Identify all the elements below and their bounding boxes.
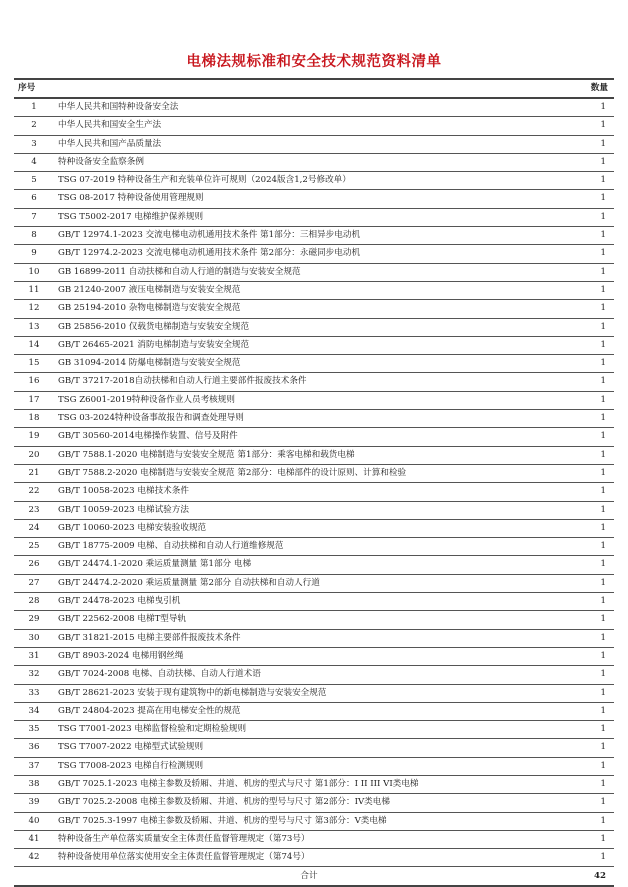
row-number: 4 [14, 153, 54, 171]
row-number: 35 [14, 721, 54, 739]
table-row [14, 519, 614, 537]
row-quantity: 1 [564, 775, 614, 793]
row-title: 特种设备安全监察条例 [54, 153, 564, 171]
row-quantity: 1 [564, 501, 614, 519]
column-header-no: 序号 [14, 79, 54, 98]
table-row [14, 849, 614, 867]
table-row [14, 318, 614, 336]
total-label: 合计 [54, 867, 564, 887]
row-quantity: 1 [564, 464, 614, 482]
row-quantity: 1 [564, 428, 614, 446]
row-title: TSG Z6001-2019特种设备作业人员考核规则 [54, 391, 564, 409]
row-number: 23 [14, 501, 54, 519]
row-number: 40 [14, 812, 54, 830]
table-row [14, 245, 614, 263]
row-title: TSG T5002-2017 电梯维护保养规则 [54, 208, 564, 226]
row-number: 19 [14, 428, 54, 446]
table-row [14, 464, 614, 482]
table-row [14, 629, 614, 647]
row-quantity: 1 [564, 830, 614, 848]
row-title: 中华人民共和国产品质量法 [54, 135, 564, 153]
row-quantity: 1 [564, 172, 614, 190]
row-number: 26 [14, 556, 54, 574]
row-quantity: 1 [564, 373, 614, 391]
row-title: 中华人民共和国安全生产法 [54, 117, 564, 135]
row-number: 15 [14, 355, 54, 373]
row-title: TSG 03-2024特种设备事故报告和调查处理导则 [54, 410, 564, 428]
row-number: 18 [14, 410, 54, 428]
row-title: GB 31094-2014 防爆电梯制造与安装安全规范 [54, 355, 564, 373]
row-quantity: 1 [564, 263, 614, 281]
row-number: 8 [14, 227, 54, 245]
row-number: 17 [14, 391, 54, 409]
row-title: TSG 08-2017 特种设备使用管理规则 [54, 190, 564, 208]
table-row [14, 172, 614, 190]
row-number: 41 [14, 830, 54, 848]
row-title: GB/T 10059-2023 电梯试验方法 [54, 501, 564, 519]
row-quantity: 1 [564, 355, 614, 373]
table-row [14, 647, 614, 665]
row-title: GB/T 10060-2023 电梯安装验收规范 [54, 519, 564, 537]
row-title: GB/T 24474.2-2020 乘运质量测量 第2部分 自动扶梯和自动人行道 [54, 574, 564, 592]
table-row [14, 446, 614, 464]
row-number: 1 [14, 98, 54, 117]
row-quantity: 1 [564, 117, 614, 135]
row-number: 10 [14, 263, 54, 281]
row-quantity: 1 [564, 208, 614, 226]
row-title: GB 25856-2010 仅载货电梯制造与安装安全规范 [54, 318, 564, 336]
row-quantity: 1 [564, 611, 614, 629]
row-title: GB/T 7024-2008 电梯、自动扶梯、自动人行道术语 [54, 666, 564, 684]
row-quantity: 1 [564, 153, 614, 171]
total-spacer [14, 867, 54, 887]
row-number: 38 [14, 775, 54, 793]
row-title: GB/T 7588.1-2020 电梯制造与安装安全规范 第1部分：乘客电梯和载货电梯 [54, 446, 564, 464]
row-quantity: 1 [564, 556, 614, 574]
row-number: 13 [14, 318, 54, 336]
row-title: GB/T 10058-2023 电梯技术条件 [54, 483, 564, 501]
row-title: GB/T 37217-2018自动扶梯和自动人行道主要部件报废技术条件 [54, 373, 564, 391]
row-title: GB/T 24474.1-2020 乘运质量测量 第1部分 电梯 [54, 556, 564, 574]
row-number: 22 [14, 483, 54, 501]
row-number: 31 [14, 647, 54, 665]
table-row [14, 208, 614, 226]
row-title: GB/T 24804-2023 提高在用电梯安全性的规范 [54, 702, 564, 720]
table-row [14, 98, 614, 117]
column-header-name [54, 79, 564, 98]
row-title: GB/T 24478-2023 电梯曳引机 [54, 593, 564, 611]
row-number: 11 [14, 281, 54, 299]
row-quantity: 1 [564, 281, 614, 299]
row-number: 16 [14, 373, 54, 391]
row-number: 3 [14, 135, 54, 153]
row-quantity: 1 [564, 721, 614, 739]
row-title: 中华人民共和国特种设备安全法 [54, 98, 564, 117]
row-title: GB/T 8903-2024 电梯用钢丝绳 [54, 647, 564, 665]
row-title: GB/T 28621-2023 安装于现有建筑物中的新电梯制造与安装安全规范 [54, 684, 564, 702]
table-row [14, 794, 614, 812]
row-quantity: 1 [564, 666, 614, 684]
table-row [14, 666, 614, 684]
row-number: 2 [14, 117, 54, 135]
row-number: 5 [14, 172, 54, 190]
row-number: 30 [14, 629, 54, 647]
page-title: 电梯法规标准和安全技术规范资料清单 [186, 54, 442, 70]
total-qty: 42 [564, 867, 614, 887]
row-quantity: 1 [564, 483, 614, 501]
table-row [14, 391, 614, 409]
row-number: 9 [14, 245, 54, 263]
row-title: 特种设备生产单位落实质量安全主体责任监督管理规定（第73号） [54, 830, 564, 848]
row-title: GB/T 30560-2014电梯操作装置、信号及附件 [54, 428, 564, 446]
table-row [14, 556, 614, 574]
total-row [14, 867, 614, 887]
row-quantity: 1 [564, 190, 614, 208]
row-number: 25 [14, 538, 54, 556]
row-quantity: 1 [564, 702, 614, 720]
table-row [14, 757, 614, 775]
row-quantity: 1 [564, 647, 614, 665]
table-row [14, 538, 614, 556]
row-quantity: 1 [564, 98, 614, 117]
table-row [14, 684, 614, 702]
row-title: TSG T7008-2023 电梯自行检测规则 [54, 757, 564, 775]
table-row [14, 830, 614, 848]
table-row [14, 300, 614, 318]
table-row [14, 263, 614, 281]
row-number: 21 [14, 464, 54, 482]
table-row [14, 812, 614, 830]
table-row [14, 739, 614, 757]
row-quantity: 1 [564, 849, 614, 867]
table-row [14, 702, 614, 720]
row-quantity: 1 [564, 391, 614, 409]
row-number: 6 [14, 190, 54, 208]
row-title: GB/T 22562-2008 电梯T型导轨 [54, 611, 564, 629]
table-row [14, 153, 614, 171]
row-quantity: 1 [564, 538, 614, 556]
table-row [14, 336, 614, 354]
row-title: GB/T 7025.3-1997 电梯主参数及轿厢、井道、机房的型号与尺寸 第3部分：V类电梯 [54, 812, 564, 830]
row-number: 42 [14, 849, 54, 867]
row-title: GB/T 7025.2-2008 电梯主参数及轿厢、井道、机房的型号与尺寸 第2部分：IV类电梯 [54, 794, 564, 812]
table-row [14, 227, 614, 245]
table-row [14, 373, 614, 391]
row-number: 37 [14, 757, 54, 775]
row-quantity: 1 [564, 519, 614, 537]
row-quantity: 1 [564, 318, 614, 336]
row-title: GB/T 7588.2-2020 电梯制造与安装安全规范 第2部分：电梯部件的设计原则、计算和检验 [54, 464, 564, 482]
table-row [14, 574, 614, 592]
row-quantity: 1 [564, 757, 614, 775]
row-title: GB 25194-2010 杂物电梯制造与安装安全规范 [54, 300, 564, 318]
standards-table [14, 78, 614, 887]
row-title: GB/T 7025.1-2023 电梯主参数及轿厢、井道、机房的型式与尺寸 第1部分：I II III VI类电梯 [54, 775, 564, 793]
table-row [14, 135, 614, 153]
row-title: GB 21240-2007 液压电梯制造与安装安全规范 [54, 281, 564, 299]
row-quantity: 1 [564, 336, 614, 354]
row-number: 32 [14, 666, 54, 684]
row-quantity: 1 [564, 245, 614, 263]
table-header-row [14, 79, 614, 98]
row-title: TSG T7007-2022 电梯型式试验规则 [54, 739, 564, 757]
row-quantity: 1 [564, 410, 614, 428]
row-number: 28 [14, 593, 54, 611]
row-number: 36 [14, 739, 54, 757]
row-title: GB 16899-2011 自动扶梯和自动人行道的制造与安装安全规范 [54, 263, 564, 281]
table-row [14, 593, 614, 611]
row-number: 7 [14, 208, 54, 226]
row-quantity: 1 [564, 684, 614, 702]
table-row [14, 611, 614, 629]
row-title: GB/T 12974.1-2023 交流电梯电动机通用技术条件 第1部分：三相异步电动机 [54, 227, 564, 245]
row-quantity: 1 [564, 629, 614, 647]
table-row [14, 410, 614, 428]
row-number: 39 [14, 794, 54, 812]
row-title: GB/T 31821-2015 电梯主要部件报废技术条件 [54, 629, 564, 647]
row-number: 14 [14, 336, 54, 354]
row-number: 33 [14, 684, 54, 702]
row-quantity: 1 [564, 227, 614, 245]
row-quantity: 1 [564, 794, 614, 812]
row-quantity: 1 [564, 739, 614, 757]
table-row [14, 117, 614, 135]
row-number: 29 [14, 611, 54, 629]
row-number: 27 [14, 574, 54, 592]
row-title: GB/T 18775-2009 电梯、自动扶梯和自动人行道维修规范 [54, 538, 564, 556]
table-row [14, 190, 614, 208]
table-row [14, 483, 614, 501]
row-number: 20 [14, 446, 54, 464]
row-title: TSG T7001-2023 电梯监督检验和定期检验规则 [54, 721, 564, 739]
column-header-qty: 数量 [564, 79, 614, 98]
row-quantity: 1 [564, 574, 614, 592]
row-title: 特种设备使用单位落实使用安全主体责任监督管理规定（第74号） [54, 849, 564, 867]
row-quantity: 1 [564, 300, 614, 318]
row-quantity: 1 [564, 135, 614, 153]
row-title: GB/T 12974.2-2023 交流电梯电动机通用技术条件 第2部分：永磁同步电动机 [54, 245, 564, 263]
table-row [14, 281, 614, 299]
row-number: 12 [14, 300, 54, 318]
table-row [14, 428, 614, 446]
table-row [14, 775, 614, 793]
row-quantity: 1 [564, 593, 614, 611]
table-row [14, 721, 614, 739]
row-number: 34 [14, 702, 54, 720]
row-number: 24 [14, 519, 54, 537]
row-quantity: 1 [564, 446, 614, 464]
row-quantity: 1 [564, 812, 614, 830]
table-row [14, 501, 614, 519]
row-title: GB/T 26465-2021 消防电梯制造与安装安全规范 [54, 336, 564, 354]
table-row [14, 355, 614, 373]
row-title: TSG 07-2019 特种设备生产和充装单位许可规则（2024版含1,2号修改单） [54, 172, 564, 190]
